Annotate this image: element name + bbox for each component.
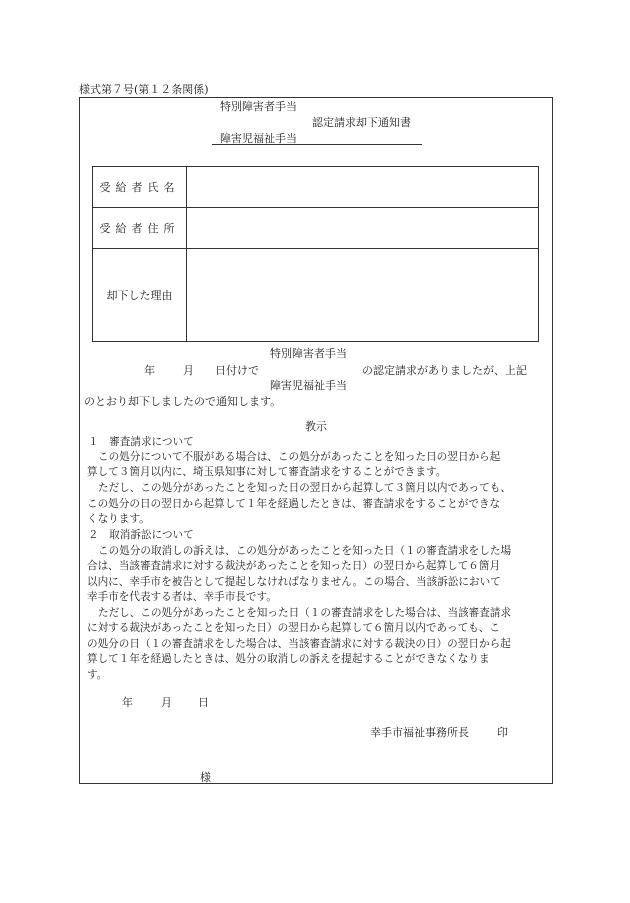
issuer-name: 幸手市福祉事務所長 bbox=[370, 726, 469, 739]
document-title: 認定請求却下通知書 bbox=[312, 116, 411, 129]
issue-day: 日 bbox=[198, 696, 209, 709]
instruction-line: 合は、当該審査請求に対する裁決があったことを知った日）の翌日から起算して６箇月 bbox=[87, 560, 501, 572]
instruction-line: す。 bbox=[87, 669, 108, 681]
instruction-line: 算して１年を経過したときは、処分の取消しの訴えを提起することができなくなりま bbox=[87, 653, 490, 665]
row-recipient-name bbox=[93, 167, 538, 208]
title-allowance-bottom: 障害児福祉手当 bbox=[220, 132, 297, 145]
notice-middle: の認定請求がありましたが、上記 bbox=[362, 364, 527, 377]
instruction-line: 以内に、幸手市を被告として提起しなければなりません。この場合、当該訴訟において bbox=[87, 576, 501, 588]
row-rejection-reason bbox=[93, 249, 538, 341]
issuer-line bbox=[370, 724, 508, 740]
title-underline bbox=[212, 144, 422, 145]
addressee-honorific: 様 bbox=[200, 771, 211, 784]
instruction-line: １ 審査請求について bbox=[88, 436, 194, 448]
notice-body bbox=[84, 345, 544, 408]
instruction-line: くなります。 bbox=[87, 513, 150, 525]
issue-month: 月 bbox=[161, 696, 172, 709]
label-recipient-address: 受給者住所 bbox=[93, 208, 187, 248]
form-number: 様式第７号(第１２条関係) bbox=[79, 83, 209, 96]
label-recipient-name: 受給者氏名 bbox=[93, 167, 187, 207]
row-recipient-address bbox=[93, 208, 538, 249]
instruction-line: ただし、この処分があったことを知った日（１の審査請求をした場合は、当該審査請求 bbox=[98, 607, 512, 619]
notice-month: 月 bbox=[183, 364, 194, 377]
instruction-heading: 教示 bbox=[305, 420, 327, 433]
notice-year: 年 bbox=[144, 364, 155, 377]
instruction-line: 算して３箇月以内に、埼玉県知事に対して審査請求をすることができます。 bbox=[87, 466, 447, 478]
seal-mark: 印 bbox=[497, 726, 508, 739]
issue-year: 年 bbox=[122, 696, 133, 709]
notice-allowance-top: 特別障害者手当 bbox=[270, 347, 347, 360]
label-rejection-reason: 却下した理由 bbox=[93, 249, 187, 341]
notice-end: のとおり却下しましたので通知します。 bbox=[84, 395, 282, 408]
instruction-line: この処分の取消しの訴えは、この処分があったことを知った日（１の審査請求をした場 bbox=[98, 545, 512, 557]
instruction-line: この処分について不服がある場合は、この処分があったことを知った日の翌日から起 bbox=[98, 451, 501, 463]
recipient-info-table bbox=[92, 166, 539, 342]
instruction-line: に対する裁決があったことを知った日）の翌日から起算して６箇月以内であっても、こ bbox=[87, 622, 500, 634]
notice-day: 日付けで bbox=[215, 364, 259, 377]
instruction-line: の処分の日（１の審査請求をした場合は、当該審査請求に対する裁決の日）の翌日から起 bbox=[87, 638, 511, 650]
notice-allowance-bottom: 障害児福祉手当 bbox=[270, 379, 347, 392]
instruction-line: ２ 取消訴訟について bbox=[88, 529, 194, 541]
instruction-line: ただし、この処分があったことを知った日の翌日から起算して３箇月以内であっても、 bbox=[98, 482, 511, 494]
instruction-line: 幸手市を代表する者は、幸手市長です。 bbox=[87, 591, 277, 603]
issue-date-line bbox=[122, 694, 209, 710]
title-allowance-top: 特別障害者手当 bbox=[220, 100, 297, 113]
instruction-line: この処分の日の翌日から起算して１年を経過したときは、審査請求をすることができな bbox=[87, 498, 501, 510]
